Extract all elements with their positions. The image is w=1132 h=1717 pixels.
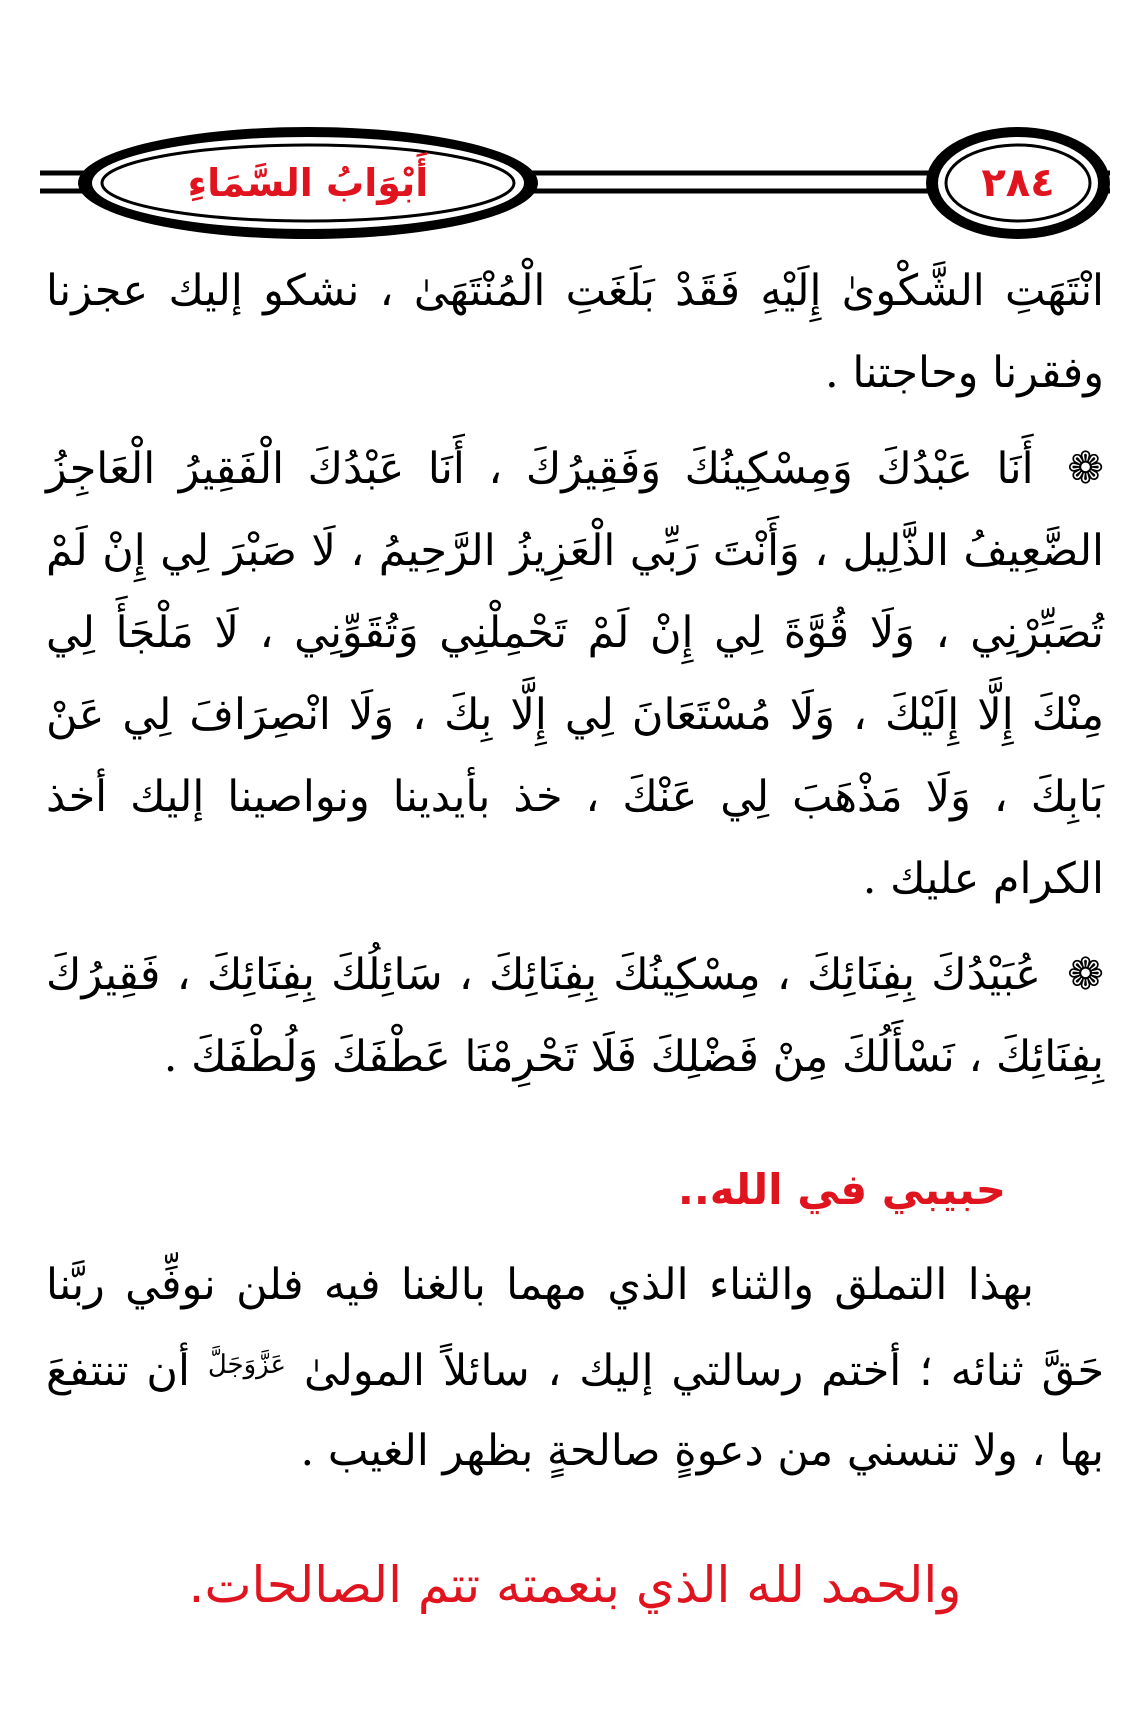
flower-bullet-icon: ❁ xyxy=(1067,949,1104,1000)
flower-bullet-icon: ❁ xyxy=(1067,443,1105,494)
closing-paragraph xyxy=(46,1245,1104,1491)
page-number: ٢٨٤ xyxy=(981,160,1055,206)
page-header xyxy=(40,125,1110,245)
section-heading: حبيبي في الله.. xyxy=(677,1165,1006,1214)
main-text xyxy=(46,250,1104,1112)
paragraph-1 xyxy=(46,250,1104,414)
closing-text-start: بهذا التملق والثناء الذي مهما بالغنا فيه فلن نوفِّي ربَّنا حَقَّ ثنائه ؛ أختم رسالتي إليك ، سائلاً المولىٰ xyxy=(46,1260,1105,1396)
paragraph-text: عُبَيْدُكَ بِفِنَائِكَ ، مِسْكِينُكَ بِفِنَائِكَ ، سَائِلُكَ بِفِنَائِكَ ، فَقِيرُكَ بِفِنَائِكَ ، نَسْأَلُكَ مِنْ فَضْلِكَ فَلَا تَحْرِمْنَا عَطْفَكَ وَلُطْفَكَ . xyxy=(46,950,1104,1082)
paragraph-text: أَنَا عَبْدُكَ وَمِسْكِينُكَ وَفَقِيرُكَ ، أَنَا عَبْدُكَ الْفَقِيرُ الْعَاجِزُ الضَّعِيفُ الذَّلِيل ، وَأَنْتَ رَبِّي الْعَزِيزُ الرَّحِيمُ ، لَا صَبْرَ لِي إِنْ لَمْ تُصَبِّرْنِي ، وَلَا قُوَّةَ لِي إِنْ لَمْ تَحْمِلْنِي وَتُقَوِّنِي ، لَا مَلْجَأَ لِي مِنْكَ إِلَّا إِلَيْكَ ، وَلَا مُسْتَعَانَ لِي إِلَّا بِكَ ، وَلَا انْصِرَافَ لِي عَنْ بَابِكَ ، وَلَا مَذْهَبَ لِي عَنْكَ ، خذ بأيدينا ونواصينا إليك أخذ الكرام عليك . xyxy=(46,444,1104,904)
paragraph-2 xyxy=(46,428,1104,920)
paragraph-text: انْتَهَتِ الشَّكْوىٰ إِلَيْهِ فَقَدْ بَلَغَتِ الْمُنْتَهَىٰ ، نشكو إليك عجزنا وفقرنا وحاجتنا . xyxy=(46,266,1104,398)
running-title: أَبْوَابُ السَّمَاءِ xyxy=(187,161,429,205)
honorific-glyph: عَزَّوَجَلَّ xyxy=(207,1350,287,1380)
paragraph-3 xyxy=(46,934,1104,1098)
closing-line: والحمد لله الذي بنعمته تتم الصالحات. xyxy=(188,1556,962,1614)
closing-text-end: أن تنتفعَ بها ، ولا تنسني من دعوةٍ صالحةٍ بظهر الغيب . xyxy=(46,1346,1104,1476)
